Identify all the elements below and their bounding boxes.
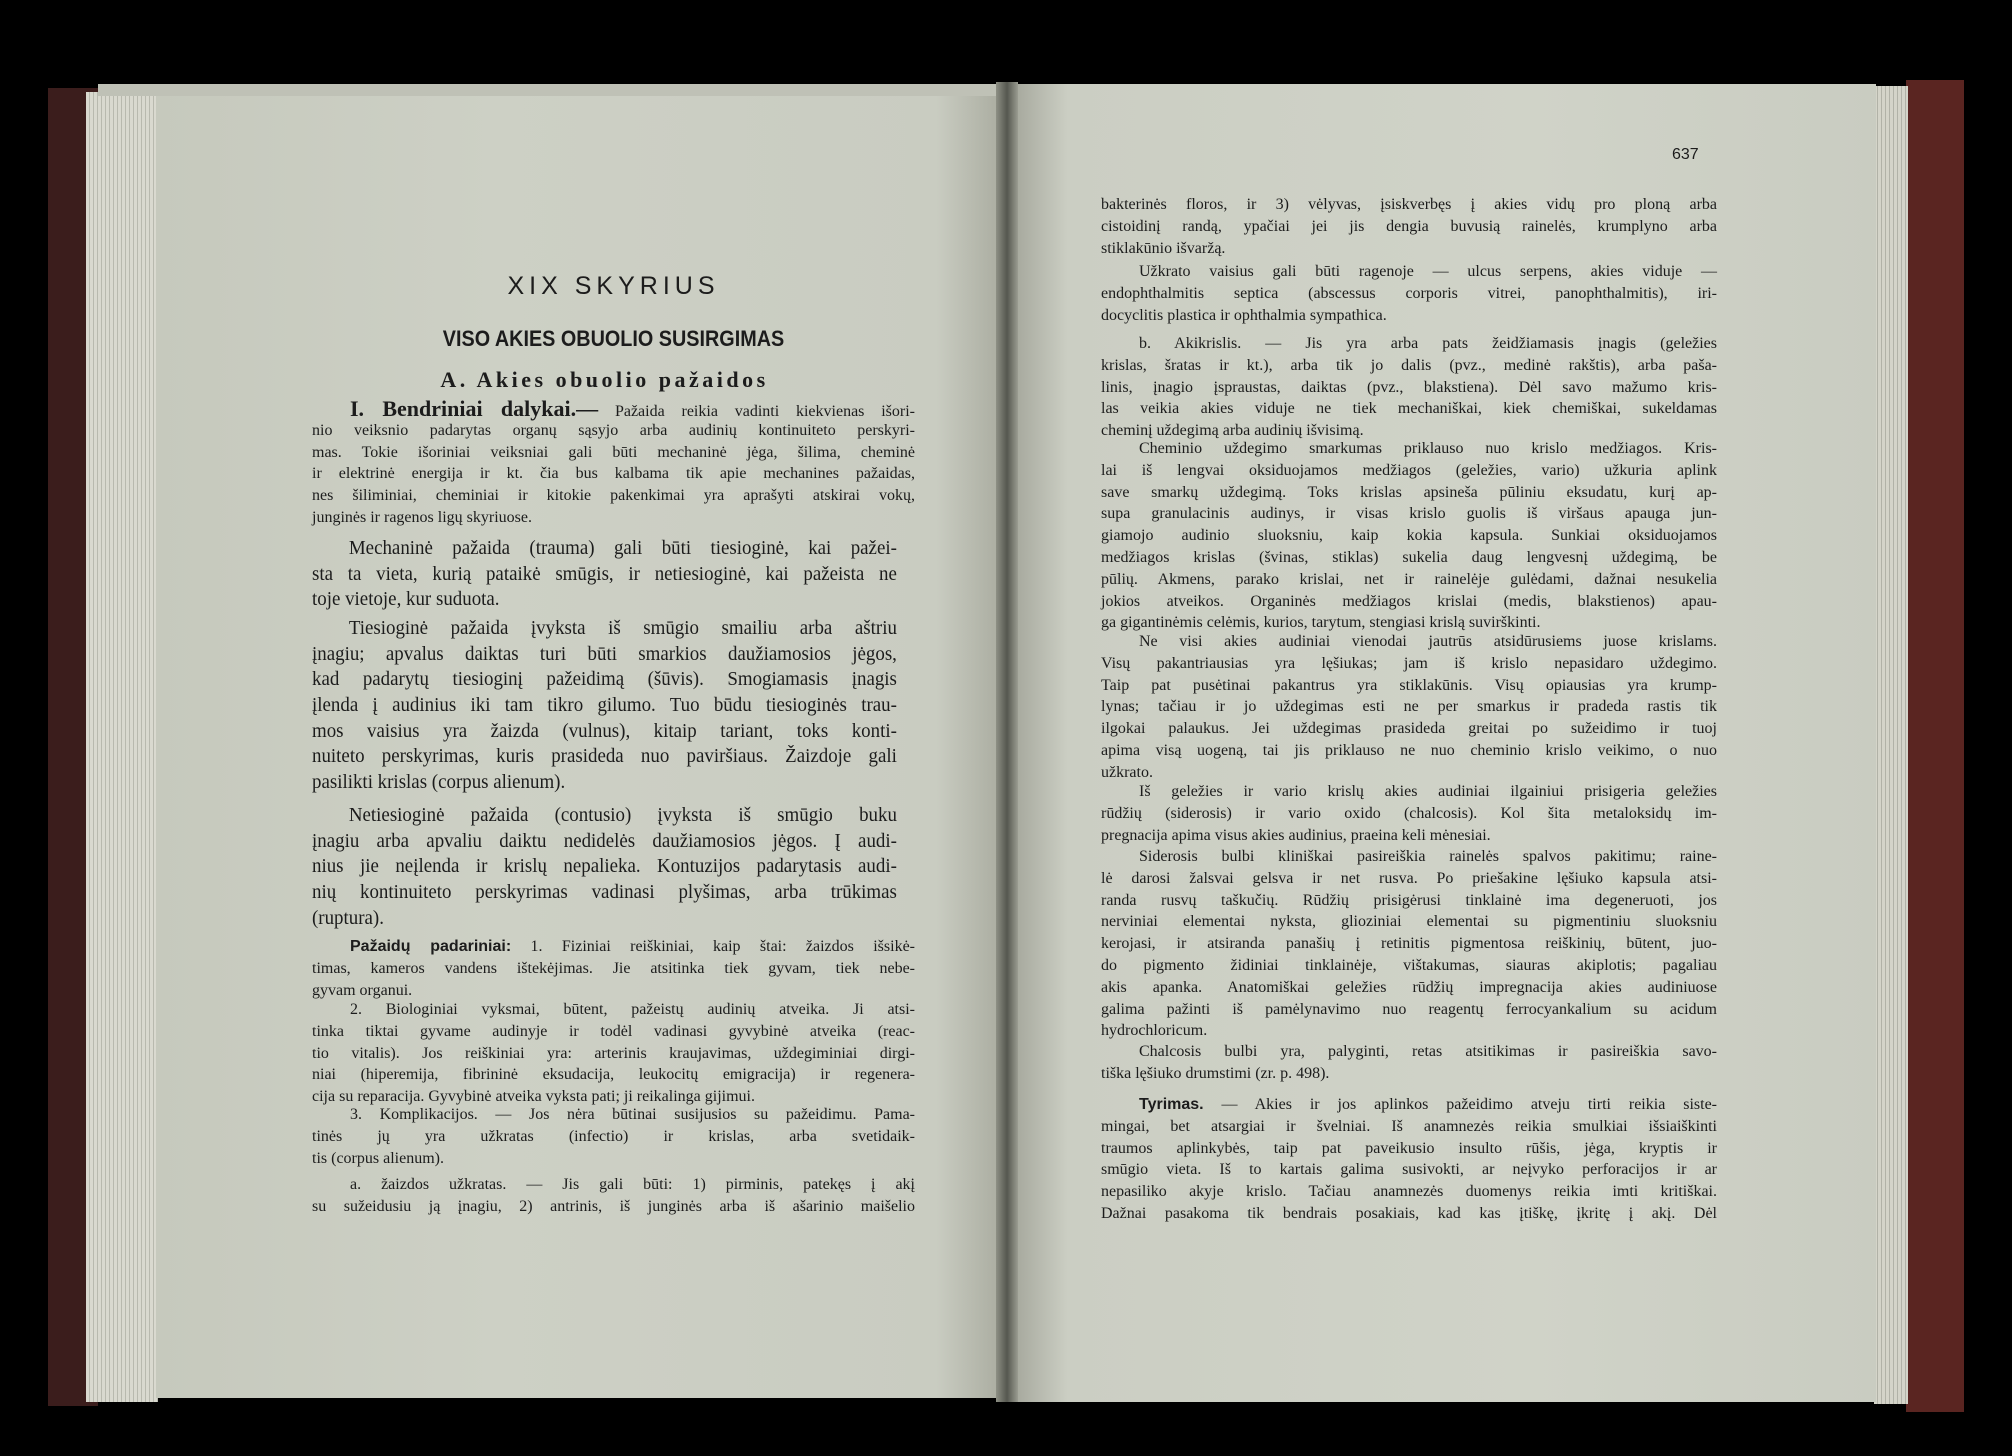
text-line: [1101, 740, 1717, 762]
line-text: mos vaisius yra žaizda (vulnus), kitaip tariant, toks konti-: [312, 720, 897, 742]
line-text: lynas; tačiau ir jo uždegimas esti ne per smarkus ir pradeda rastis tik: [1101, 698, 1717, 716]
line-text: tio vitalis). Jos reiškiniai yra: arterinis kraujavimas, uždegiminiai dirgi-: [312, 1044, 915, 1062]
text-line: [1101, 696, 1717, 718]
paragraph-lead: Pažaidų padariniai:: [350, 938, 512, 955]
left-page-paragraph: [312, 1104, 915, 1169]
line-text: Tiesioginė pažaida įvyksta iš smūgio smailiu arba aštriu: [348, 618, 897, 639]
text-line: [1101, 355, 1717, 377]
text-line: [1101, 1138, 1717, 1160]
line-text: nes šiliminiai, cheminiai ir kitokie pakenkimai yra aprašyti atskirai vokų,: [312, 487, 915, 505]
right-page-paragraph: [1101, 438, 1717, 634]
line-text: endophthalmitis septica (abscessus corporis vitrei, panophthalmitis), iri-: [1101, 284, 1717, 302]
text-line: [1101, 977, 1717, 999]
text-line: [312, 854, 897, 880]
right-page-paragraph: [1101, 194, 1717, 259]
line-text: apima visą uogeną, tai jis priklauso ne nuo cheminio krislo veikimo, o nuo: [1101, 741, 1717, 759]
line-text: Iš geležies ir vario krislų akies audiniai ilgainiui prisigeria geležies: [1139, 783, 1717, 800]
line-text: Visų pakantriausias yra lęšiukas; jam iš krislo nepasidaro uždegimo.: [1101, 654, 1717, 672]
text-line: [1101, 398, 1717, 420]
text-line: [1101, 911, 1717, 933]
right-page-paragraph: [1101, 631, 1717, 784]
text-line: [312, 880, 897, 906]
line-text: pasilikti krislas (corpus alienum).: [312, 772, 566, 794]
line-text: Pažaida reikia vadinti kiekvienas išori-: [614, 403, 915, 420]
text-line: [1101, 283, 1717, 305]
line-text: pregnacija apima visus akies audinius, praeina keli mėnesiai.: [1101, 826, 1491, 844]
line-text: traumos aplinkybės, taip pat paveikusio insulto rūšis, jėga, kryptis ir: [1101, 1139, 1717, 1157]
text-line: [1101, 653, 1717, 675]
line-text: save smarkų uždegimą. Toks krislas apsineša pūliniu eksudatu, kurį ap-: [1101, 483, 1717, 501]
line-text: Užkrato vaisius gali būti ragenoje — ulcus serpens, akies viduje —: [1139, 263, 1717, 280]
line-text: timas, kameros vandens ištekėjimas. Jie atsitinka tiek gyvam, tiek nebe-: [312, 959, 915, 977]
line-text: ir elektrinė energija ir kt. čia bus kalbama tik apie mechanines pažaidas,: [312, 465, 915, 483]
text-line: [312, 616, 897, 642]
line-text: įlenda į audinius iki tam tikro gilumo. Tuo būdu tiesioginės trau-: [312, 695, 897, 717]
text-line: [312, 642, 897, 668]
right-page-paragraph: [1101, 781, 1717, 846]
text-line: [312, 1174, 915, 1196]
text-line: [312, 906, 897, 932]
right-page-paragraph: [1101, 1094, 1717, 1225]
text-line: [312, 1196, 915, 1218]
line-text: tinka tiktai gyvame audinyje ir todėl vadinasi gyvybinė atveika (reac-: [312, 1022, 915, 1040]
text-line: [1101, 1020, 1717, 1042]
line-text: nius jie neįlenda ir krislų nepalieka. Kontuzijos padarytasis audi-: [312, 856, 897, 878]
text-line: [312, 744, 897, 770]
text-line: [1101, 1041, 1717, 1063]
paragraph-lead: I. Bendriniai dalykai.—: [350, 396, 599, 421]
line-text: įnagiu; apvalus daiktas turi būti smarkios daužiamosios jėgos,: [312, 643, 897, 665]
line-text: lė darosi žalsvai gelsva ir net rusva. Po priešakine lęšiuko kapsula atsi-: [1101, 869, 1717, 887]
text-line: [1101, 525, 1717, 547]
text-line: [1101, 482, 1717, 504]
line-text: b. Akikrislis. — Jis yra arba pats žeidžiamasis įnagis (geležies: [1139, 335, 1717, 352]
line-text: a. žaizdos užkratas. — Jis gali būti: 1) pirminis, patekęs į akį: [350, 1176, 915, 1193]
line-text: toje vietoje, kur suduota.: [312, 589, 500, 611]
line-text: las veikia akies viduje ne tiek mechaniškai, kiek chemiškai, sukeldamas: [1101, 400, 1717, 418]
text-line: [1101, 631, 1717, 653]
line-text: cistoidinį randą, ypačiai jei jis dengia buvusią rainelės, krumplyno arba: [1101, 217, 1717, 235]
line-text: pūlių. Akmens, parako krislai, net ir rainelėje gulėdami, dažnai nesukelia: [1101, 570, 1717, 588]
text-line: [312, 485, 915, 507]
line-text: cheminį uždegimą arba audinių išvisimą.: [1101, 422, 1364, 440]
line-text: Ne visi akies audiniai vienodai jautrūs atsidūrusiems juose krislams.: [1139, 633, 1717, 650]
text-line: [1101, 460, 1717, 482]
right-page-paragraph: [1101, 1041, 1717, 1085]
text-line: [1101, 933, 1717, 955]
line-text: nių kontinuiteto perskyrimas vadinasi plyšimas, arba trūkimas: [312, 882, 897, 904]
right-page-paragraph: [1101, 333, 1717, 442]
line-text: tiška lęšiuko drumstimi (zr. p. 498).: [1101, 1064, 1330, 1082]
book-spine: [996, 82, 1018, 1402]
line-text: smūgio vieta. Iš to kartais galima susivokti, ar neįvyko perforacijos ir ar: [1101, 1161, 1717, 1179]
left-page-paragraph: [312, 536, 915, 613]
text-line: [1101, 333, 1717, 355]
line-text: akis apanka. Anatomiškai geležies rūdžių impregnacija akies audiniuose: [1101, 978, 1717, 996]
line-text: medžiagos krislas (švinas, stiklas) sukelia daug lengvesnį uždegimą, be: [1101, 548, 1717, 566]
line-text: cija su reparacija. Gyvybinė atveika vyksta pati; ji reikalinga gijimui.: [312, 1088, 755, 1106]
line-text: kad padarytų tiesioginį pažeidimą (šūvis). Smogiamasis įnagis: [312, 669, 897, 691]
text-line: [1101, 890, 1717, 912]
page-edges-top: [98, 84, 998, 96]
page-number: 637: [1672, 146, 1699, 163]
line-text: randa rusvų taškučių. Rūdžių prisigėrusi tinklainė ima degeneruoti, jos: [1101, 891, 1717, 909]
line-text: galima pažinti iš pamėlynavimo nuo reagentų ferrocyankalium su acidum: [1101, 1000, 1717, 1018]
text-line: [312, 936, 915, 958]
text-line: [1101, 1181, 1717, 1203]
text-line: [1101, 803, 1717, 825]
text-line: [312, 667, 897, 693]
line-text: ilgokai palaukus. Jei uždegimas prasideda greitai po sužeidimo ir tuoj: [1101, 720, 1717, 738]
line-text: gyvam organui.: [312, 981, 413, 999]
line-text: giamojo audinio sluoksniu, kaip kokia kapsula. Sunkiai oksiduojamos: [1101, 527, 1717, 545]
text-line: [1101, 238, 1717, 260]
text-line: [312, 719, 897, 745]
left-page-paragraph: [312, 803, 915, 931]
line-text: 3. Komplikacijos. — Jos nėra būtinai susijusios su pažeidimu. Pama-: [350, 1106, 915, 1123]
section-heading: A. Akies obuolio pažaidos: [440, 367, 769, 392]
line-text: junginės ir ragenos ligų skyriuose.: [312, 508, 532, 526]
text-line: [1101, 1159, 1717, 1181]
text-line: [1101, 955, 1717, 977]
page-edges-left: [86, 92, 158, 1402]
book-cover-right: [1906, 80, 1964, 1412]
text-line: [1101, 846, 1717, 868]
line-text: supa granulacinis audinys, ir visas krislo guolis iš viršaus apauga jun-: [1101, 505, 1717, 523]
text-line: [312, 562, 897, 588]
line-text: nepasiliko akyje krislo. Tačiau anamnezės duomenys reikia imti kritiškai.: [1101, 1183, 1717, 1201]
text-line: [312, 587, 897, 613]
left-page-paragraph: [312, 398, 915, 529]
text-line: [312, 1126, 915, 1148]
text-line: [312, 693, 897, 719]
right-page-paragraph: [1101, 261, 1717, 326]
line-text: jokios atveikos. Organinės medžiagos krislai (medis, blakstienos) apau-: [1101, 592, 1717, 610]
text-line: [1101, 825, 1717, 847]
line-text: Siderosis bulbi kliniškai pasireiškia rainelės spalvos pakitimu; raine-: [1139, 848, 1717, 865]
text-line: [1101, 781, 1717, 803]
text-line: [312, 829, 897, 855]
text-line: [312, 1104, 915, 1126]
text-line: [312, 536, 897, 562]
text-line: [312, 999, 915, 1021]
text-line: [312, 1043, 915, 1065]
line-text: su sužeidusiu ją įnagiu, 2) antrinis, iš junginės arba iš ašarinio maišelio: [312, 1197, 915, 1215]
line-text: rūdžių (siderosis) ir vario oxido (chalcosis). Kol šita metaloksidų im-: [1101, 804, 1717, 822]
line-text: Netiesioginė pažaida (contusio) įvyksta iš smūgio buku: [348, 805, 897, 826]
line-text: Chalcosis bulbi yra, palyginti, retas atsitikimas ir pasireiškia savo-: [1139, 1043, 1717, 1060]
text-line: [1101, 503, 1717, 525]
page-edges-right: [1874, 86, 1908, 1404]
text-line: [312, 398, 915, 420]
text-line: [312, 420, 915, 442]
line-text: Cheminio uždegimo smarkumas priklauso nuo krislo medžiagos. Kris-: [1139, 440, 1717, 457]
line-text: mingai, bet atsargiai ir švelniai. Iš anamnezės reikia smulkiai išsiaiškinti: [1101, 1117, 1717, 1135]
line-text: hydrochloricum.: [1101, 1022, 1208, 1040]
text-line: [1101, 261, 1717, 283]
paragraph-lead: Tyrimas.: [1139, 1096, 1204, 1113]
line-text: linis, įnagio įspraustas, daiktas (pvz., blakstiena). Dėl savo mažumo kris-: [1101, 378, 1717, 396]
line-text: įnagiu arba apvaliu daiktu nedidelės daužiamosios jėgos. Į audi-: [312, 830, 897, 852]
left-page-paragraph: [312, 999, 915, 1108]
line-text: lai iš lengvai oksiduojamos medžiagos (geležies, vario) užkuria aplink: [1101, 461, 1717, 479]
line-text: sta ta vieta, kurią pataikė smūgis, ir netiesioginė, kai pažeista ne: [312, 563, 897, 585]
right-page-paragraph: [1101, 846, 1717, 1042]
text-line: [1101, 1116, 1717, 1138]
left-page-paragraph: [312, 616, 915, 796]
line-text: stiklakūnio išvaržą.: [1101, 239, 1226, 257]
line-text: Dažnai pasakoma tik bendrais posakiais, kad kas įtiškę, įkritę į akį. Dėl: [1101, 1204, 1717, 1222]
line-text: tis (corpus alienum).: [312, 1149, 444, 1167]
text-line: [312, 463, 915, 485]
line-text: 2. Biologiniai vyksmai, būtent, pažeistų audinių atveika. Ji atsi-: [350, 1001, 915, 1018]
line-text: tinės jų yra užkratas (infectio) ir krislas, arba svetidaik-: [312, 1127, 915, 1145]
text-line: [1101, 194, 1717, 216]
line-text: Mechaninė pažaida (trauma) gali būti tiesioginė, kai pažei-: [348, 538, 897, 559]
text-line: [1101, 718, 1717, 740]
text-line: [1101, 547, 1717, 569]
text-line: [1101, 216, 1717, 238]
line-text: docyclitis plastica ir ophthalmia sympathica.: [1101, 306, 1387, 324]
text-line: [312, 1021, 915, 1043]
text-line: [312, 1064, 915, 1086]
text-line: [1101, 675, 1717, 697]
line-text: kerojasi, ir atsiranda panašių į retinitis pigmentosa reiškinių, būtent, juo-: [1101, 935, 1717, 953]
line-text: — Akies ir jos aplinkos pažeidimo atveju tirti reikia siste-: [1221, 1096, 1717, 1113]
line-text: Taip pat pusėtinai pakantrus yra stiklakūnis. Visų opiausias yra krump-: [1101, 676, 1717, 694]
text-line: [312, 803, 897, 829]
line-text: niai (hiperemija, fibrininė eksudacija, leukocitų emigracija) ir regenera-: [312, 1066, 915, 1084]
line-text: krislas, šratas ir kt.), arba tik jo dalis (pvz., medinė rakštis), arba paša-: [1101, 356, 1717, 374]
text-line: [1101, 1063, 1717, 1085]
line-text: bakterinės floros, ir 3) vėlyvas, įsiskverbęs į akies vidų pro ploną arba: [1101, 196, 1717, 213]
text-line: [312, 442, 915, 464]
line-text: 1. Fiziniai reiškiniai, kaip štai: žaizdos išsikė-: [530, 938, 916, 955]
left-page-paragraph: [312, 936, 915, 1001]
text-line: [312, 1148, 915, 1170]
line-text: (ruptura).: [312, 907, 384, 929]
text-line: [1101, 438, 1717, 460]
line-text: nuiteto perskyrimas, kuris prasideda nuo paviršiaus. Žaizdoje gali: [312, 746, 897, 768]
text-line: [1101, 868, 1717, 890]
line-text: mas. Tokie išoriniai veiksniai gali būti mechaninė jėga, šilima, cheminė: [312, 443, 915, 461]
line-text: nerviniai elementai nyksta, glioziniai elementai su pigmentiniu sluoksniu: [1101, 913, 1717, 931]
text-line: [1101, 1203, 1717, 1225]
text-line: [1101, 305, 1717, 327]
text-line: [1101, 1094, 1717, 1116]
line-text: užkrato.: [1101, 763, 1153, 781]
chapter-title: VISO AKIES OBUOLIO SUSIRGIMAS: [442, 326, 785, 351]
left-page-paragraph: [312, 1174, 915, 1218]
line-text: do pigmento židiniai tinklainėje, vištakumas, siauras akiplotis; pagaliau: [1101, 956, 1717, 974]
text-line: [312, 507, 915, 529]
line-text: ga gigantinėmis celėmis, kurios, tarytum, stengiasi krislą suvirškinti.: [1101, 614, 1541, 632]
text-line: [312, 770, 897, 796]
chapter-heading: XIX SKYRIUS: [507, 272, 720, 300]
text-line: [312, 958, 915, 980]
text-line: [1101, 377, 1717, 399]
text-line: [1101, 591, 1717, 613]
text-line: [1101, 569, 1717, 591]
line-text: nio veiksnio padarytas organų sąsyjo arba audinių kontinuiteto perskyri-: [312, 421, 915, 439]
text-line: [1101, 999, 1717, 1021]
